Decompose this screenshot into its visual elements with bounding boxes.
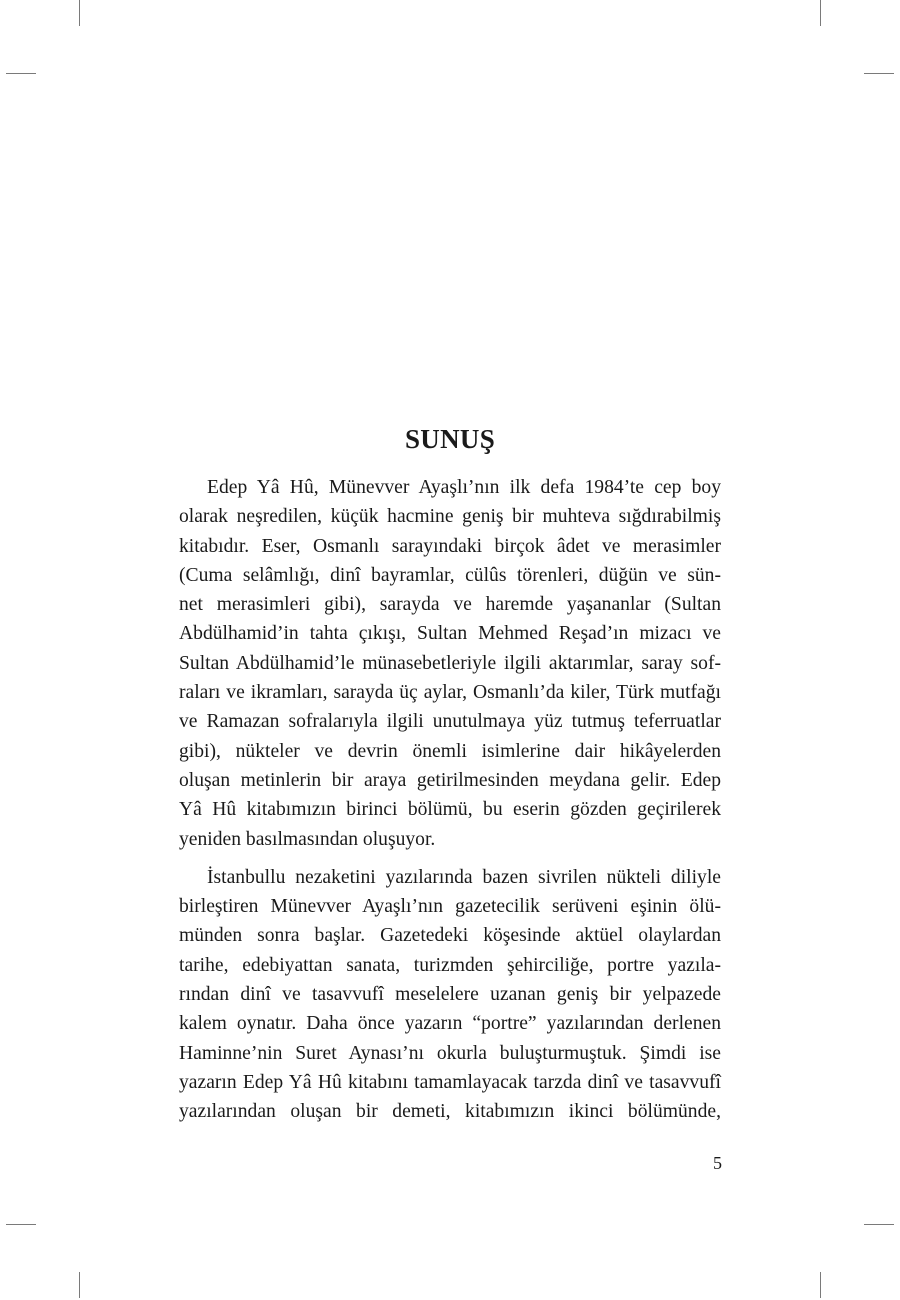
paragraph-2 (179, 863, 721, 1127)
text-line: raları ve ikramları, sarayda üç aylar, Osmanlı’da kiler, Türk mutfağı (179, 682, 721, 704)
text-line: İstanbullu nezaketini yazılarında bazen sivrilen nükteli diliyle (207, 866, 721, 888)
text-line: yazılarından oluşan bir demeti, kitabımızın ikinci bölümünde, (179, 1101, 721, 1123)
text-line: Haminne’nin Suret Aynası’nı okurla buluşturmuştuk. Şimdi ise (179, 1042, 721, 1064)
paragraph-1 (179, 473, 721, 854)
text-line: kitabıdır. Eser, Osmanlı sarayındaki birçok âdet ve merasimler (179, 535, 721, 557)
text-line: (Cuma selâmlığı, dinî bayramlar, cülûs törenleri, düğün ve sün- (179, 564, 721, 586)
text-line: yazarın Edep Yâ Hû kitabını tamamlayacak tarzda dinî ve tasavvufî (179, 1071, 721, 1093)
text-line: Yâ Hû kitabımızın birinci bölümü, bu eserin gözden geçirilerek (179, 799, 721, 821)
crop-mark-bottom-left (79, 1272, 80, 1298)
crop-mark-left-bottom (6, 1224, 36, 1225)
text-line: Sultan Abdülhamid’le münasebetleriyle ilgili aktarımlar, saray sof- (179, 652, 721, 674)
text-line: yeniden basılmasından oluşuyor. (179, 828, 436, 850)
text-line: net merasimleri gibi), sarayda ve haremde yaşananlar (Sultan (179, 594, 721, 616)
text-line: gibi), nükteler ve devrin önemli isimlerine dair hikâyelerden (179, 740, 721, 762)
text-line: Edep Yâ Hû, Münevver Ayaşlı’nın ilk defa 1984’te cep boy (207, 477, 721, 498)
page-number: 5 (713, 1153, 722, 1173)
crop-mark-right-bottom (864, 1224, 894, 1225)
text-line: münden sonra başlar. Gazetedeki köşesinde aktüel olaylardan (179, 925, 721, 947)
text-line: Abdülhamid’in tahta çıkışı, Sultan Mehmed Reşad’ın mizacı ve (179, 623, 721, 645)
crop-mark-left-top (6, 73, 36, 74)
text-line: tarihe, edebiyattan sanata, turizmden şehirciliğe, portre yazıla- (179, 954, 721, 976)
text-line: kalem oynatır. Daha önce yazarın “portre” yazılarından derlenen (179, 1013, 721, 1035)
crop-mark-top-left (79, 0, 80, 26)
crop-mark-top-right (820, 0, 821, 26)
body-text (179, 473, 721, 1127)
text-line: olarak neşredilen, küçük hacmine geniş bir muhteva sığdırabilmiş (179, 506, 721, 528)
crop-mark-right-top (864, 73, 894, 74)
text-line: oluşan metinlerin bir araya getirilmesinden meydana gelir. Edep (179, 769, 721, 791)
text-line: birleştiren Münevver Ayaşlı’nın gazetecilik serüveni eşinin ölü- (179, 896, 721, 918)
text-line: ve Ramazan sofralarıyla ilgili unutulmaya yüz tutmuş teferruatlar (179, 711, 721, 733)
text-line: rından dinî ve tasavvufî meselelere uzanan geniş bir yelpazede (179, 984, 721, 1006)
page-title: SUNUŞ (404, 424, 496, 454)
crop-mark-bottom-right (820, 1272, 821, 1298)
